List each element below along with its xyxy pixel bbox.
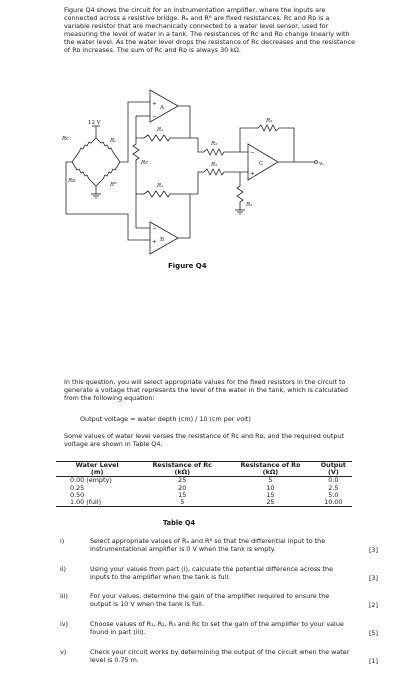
question-number: v)	[60, 648, 67, 656]
r1-top-label: R₁	[157, 127, 164, 133]
question-number: ii)	[60, 565, 67, 573]
table-cell: 15	[266, 490, 275, 499]
intro-paragraph: Figure Q4 shows the circuit for an instrumentation amplifier, where the inputs are connected across a resistive bridge. Rₐ and Rᴮ are fixed resistances. Rc and Rᴅ is a variable resistor that are mechanically connected to a water level sensor, used for measuring the level of water in a tank. The resistances of Rc and Rᴅ change linearly with the water level. As the water level drops the resistance of Rc decreases and the resistance of Rᴅ increases. The sum of Rc and Rᴅ is always 30 kΩ.	[64, 6, 355, 54]
table-cell: 10	[266, 483, 275, 492]
table-unit-cell: (kΩ)	[138, 469, 226, 477]
table-cell: 5	[268, 476, 273, 485]
table-header-cell: Water Level	[56, 462, 138, 470]
question-number: iii)	[60, 592, 68, 600]
table-cell: 25	[226, 499, 315, 507]
amp-a-label: A	[160, 105, 164, 111]
question-marks: [3]	[368, 574, 378, 582]
r3-ground-resistor	[237, 172, 243, 210]
amp-c-minus: −	[250, 150, 255, 156]
table-cell: 0.0	[328, 476, 339, 485]
table-intro-paragraph: Some values of water level verses the resistance of Rc and Rᴅ, and the required output voltage are shown in Table Q4.	[64, 432, 344, 448]
r2-top-resistor	[190, 138, 248, 155]
amp-a-minus: −	[152, 114, 157, 120]
table-row	[56, 485, 352, 492]
table-header-cell: Resistance of Rᴅ	[226, 462, 315, 470]
table-caption: Table Q4	[163, 519, 196, 527]
amp-c-plus: +	[250, 171, 255, 177]
output-terminal	[315, 161, 318, 164]
question-marks: [3]	[368, 546, 378, 554]
instrumentation-amplifier-circuit	[58, 82, 342, 258]
amp-b-minus: −	[152, 226, 157, 232]
table-cell: 1.00 (full)	[56, 499, 138, 507]
question-text: Select appropriate values of Rₐ and Rᴮ so that the differential input to the instrumentational amplifier is 0 V when the tank is empty.	[90, 537, 326, 553]
table-cell: 20	[178, 483, 187, 492]
rc-resistor	[72, 138, 96, 162]
question-marks: [2]	[368, 601, 378, 609]
question-text: For your values, determine the gain of the amplifier required to ensure the output is 10 V when the tank is full.	[90, 592, 330, 608]
output-equation: Output voltage = water depth (cm) / 10 (cm per volt)	[80, 415, 251, 423]
question-text: Choose values of R₁, R₂, R₃ and Rc to set the gain of the amplifier to your value found in part (iii).	[90, 620, 344, 636]
question-marks: [1]	[368, 657, 378, 665]
r1-bottom-resistor	[144, 191, 190, 197]
table-cell: 0.25	[70, 483, 85, 492]
table-header-cell: Resistance of Rc	[138, 462, 226, 470]
table-unit-cell: (kΩ)	[226, 469, 315, 477]
rd-label: Rᴅ	[68, 178, 76, 184]
amp-b-plus: +	[152, 239, 157, 245]
r2-bottom-resistor	[190, 169, 248, 194]
rc-label: Rc	[62, 136, 70, 142]
figure-caption: Figure Q4	[168, 262, 207, 270]
table-cell: 10.00	[315, 499, 352, 507]
rc-gain-label: Rc	[141, 160, 149, 166]
question-number: iv)	[60, 620, 69, 628]
amp-b-label: B	[160, 237, 165, 243]
ra-resistor	[96, 138, 120, 162]
vo-label: vₒ	[319, 161, 325, 167]
rb-label: Rᴮ	[110, 182, 117, 188]
r1-top-resistor	[144, 135, 190, 141]
question-text: Check your circuit works by determining the output of the circuit when the water level is 0.75 m.	[90, 648, 350, 664]
table-cell: 15	[178, 490, 187, 499]
table-cell: 0.50	[70, 490, 85, 499]
table-cell: 5	[138, 499, 226, 507]
table-row	[56, 499, 352, 507]
question-marks: [5]	[368, 629, 378, 637]
table-unit-cell: (V)	[315, 469, 352, 477]
table-cell: 5.0	[328, 490, 339, 499]
r2-bottom-label: R₂	[211, 162, 218, 168]
supply-label: 12 V	[88, 120, 101, 126]
method-paragraph: In this question, you will select appropriate values for the fixed resistors in the circuit to generate a voltage that represents the level of the water in the tank, which is calculated from the following equation:	[64, 378, 348, 402]
r1-bottom-label: R₁	[157, 183, 164, 189]
question-number: i)	[60, 537, 65, 545]
table-header-cell: Output	[315, 462, 352, 470]
table-unit-cell: (m)	[56, 469, 138, 477]
rc-gain-resistor	[133, 138, 139, 194]
r2-top-label: R₂	[211, 141, 218, 147]
r3-ground-label: R₃	[246, 202, 253, 208]
question-text: Using your values from part (i), calculate the potential difference across the inputs to the amplifier when the tank is full.	[90, 565, 334, 581]
amp-a-plus: +	[152, 101, 157, 107]
table-row	[56, 477, 352, 485]
ra-label: Rₐ	[110, 138, 117, 144]
r3-feedback-label: R₃	[266, 118, 273, 124]
rd-resistor	[72, 162, 96, 186]
water-level-table	[56, 461, 352, 507]
amp-c-label: C	[259, 161, 264, 167]
table-cell: 2.5	[328, 483, 339, 492]
table-cell: 0.00 (empty)	[70, 476, 112, 485]
table-cell: 25	[178, 476, 187, 485]
